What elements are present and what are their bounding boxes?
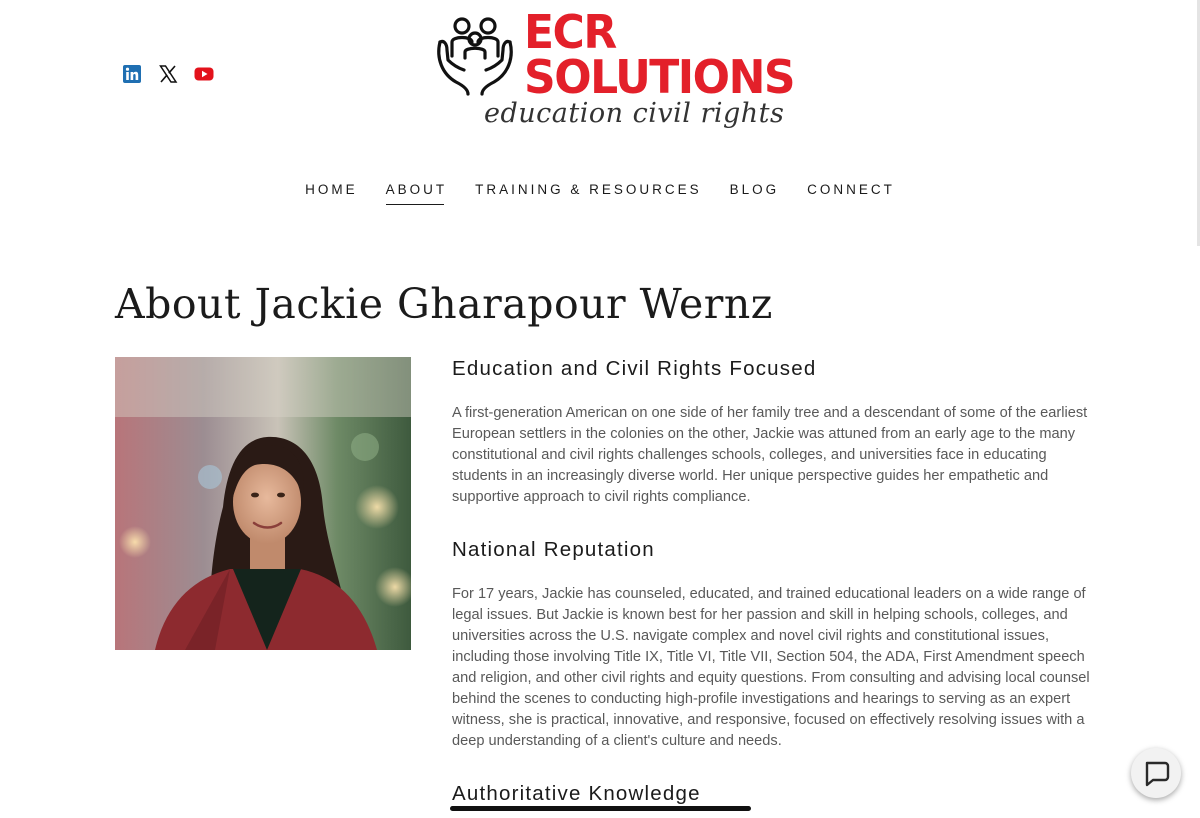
section-heading-education: Education and Civil Rights Focused xyxy=(452,357,817,380)
about-content xyxy=(452,355,1092,808)
section-heading-knowledge: Authoritative Knowledge xyxy=(452,782,701,805)
section-body-education: A first-generation American on one side of her family tree and a descendant of some of the earliest European settlers in the colonies on the other, Jackie was attuned from an early age to the many constitutional and civil rights challenges schools, colleges, and universities face in educating students in an increasingly diverse world. Her unique perspective guides her empathetic and supportive approach to civil rights compliance. xyxy=(452,405,1088,505)
youtube-icon xyxy=(194,64,214,84)
social-links xyxy=(122,64,214,84)
chat-button[interactable] xyxy=(1131,748,1181,798)
x-icon xyxy=(158,64,178,84)
logo-title-line1: ECR xyxy=(524,5,616,60)
section-heading-reputation: National Reputation xyxy=(452,538,655,561)
logo-title-line2: SOLUTIONS xyxy=(524,50,795,105)
main-nav xyxy=(0,182,1200,205)
linkedin-link[interactable] xyxy=(122,64,142,84)
nav-home[interactable]: HOME xyxy=(305,182,358,197)
youtube-link[interactable] xyxy=(194,64,214,84)
x-link[interactable] xyxy=(158,64,178,84)
site-logo[interactable] xyxy=(434,5,795,140)
chat-bubble-icon xyxy=(1142,759,1170,787)
section-body-reputation: For 17 years, Jackie has counseled, educated, and trained educational leaders on a wide range of legal issues. But Jackie is known best for her passion and skill in helping schools, colleges, and universities across the U.S. navigate complex and novel civil rights and constitutional issues, including those involving Title IX, Title VI, Title VII, Section 504, the ADA, First Amendment speech and religion, and other civil rights and equity questions. From consulting and advising local counsel behind the scenes to conducting high-profile investigations and hearings to serving as an expert witness, she is practical, innovative, and responsive, focused on effectively resolving issues with a deep understanding of a client's culture and needs. xyxy=(452,586,1090,749)
linkedin-icon xyxy=(122,64,142,84)
nav-connect[interactable]: CONNECT xyxy=(807,182,895,197)
nav-training-resources[interactable]: TRAINING & RESOURCES xyxy=(475,182,702,197)
page-title: About Jackie Gharapour Wernz xyxy=(115,280,773,328)
logo-wordmark xyxy=(524,5,795,105)
logo-tagline: education civil rights xyxy=(484,98,785,129)
horizontal-scrollbar[interactable] xyxy=(450,806,751,811)
nav-about[interactable]: ABOUT xyxy=(386,182,448,205)
nav-blog[interactable]: BLOG xyxy=(729,182,780,197)
hands-family-icon xyxy=(434,12,516,96)
portrait-photo xyxy=(115,357,411,650)
